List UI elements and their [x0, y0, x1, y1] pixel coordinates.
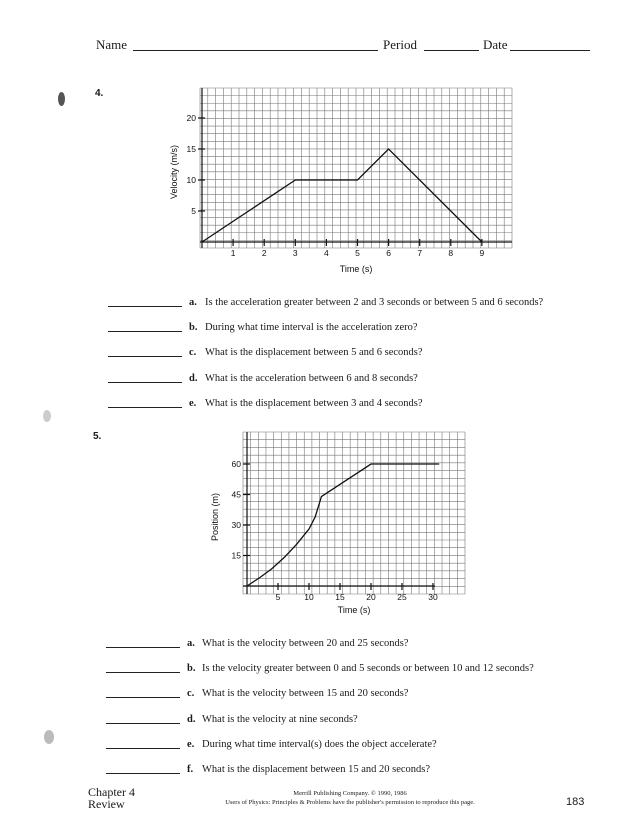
hole-punch-mark — [58, 92, 65, 106]
answer-blank[interactable] — [106, 773, 180, 774]
answer-blank[interactable] — [108, 356, 182, 357]
y-tick-label: 10 — [186, 175, 196, 185]
y-tick-label: 15 — [186, 144, 196, 154]
position-time-chart — [200, 425, 480, 625]
x-tick-label: 10 — [304, 592, 314, 602]
x-tick-label: 7 — [417, 248, 423, 258]
answer-blank[interactable] — [106, 723, 180, 724]
question-letter: d. — [187, 713, 196, 725]
x-axis-label: Time (s) — [337, 605, 371, 615]
answer-blank[interactable] — [108, 382, 182, 383]
question-text: What is the acceleration between 6 and 8 seconds? — [205, 372, 418, 384]
footer-chapter: Chapter 4 — [88, 785, 135, 799]
question-letter: b. — [187, 663, 196, 675]
data-line — [247, 464, 439, 586]
question-letter: c. — [189, 347, 197, 359]
question-letter: a. — [187, 638, 195, 649]
name-label: Name — [96, 37, 128, 52]
question-text: What is the velocity between 15 and 20 seconds? — [202, 688, 409, 700]
scan-speck — [43, 410, 51, 422]
answer-blank[interactable] — [106, 748, 180, 749]
problem-4-number: 4. — [95, 88, 104, 99]
footer-publisher-line1: Merrill Publishing Company. © 1990, 1986 — [293, 790, 407, 797]
y-tick-label: 5 — [191, 206, 196, 216]
data-line — [202, 149, 482, 242]
question-letter: e. — [187, 738, 195, 750]
question-text: During what time interval(s) does the object accelerate? — [202, 738, 437, 750]
x-tick-label: 5 — [355, 248, 360, 258]
question-text: Is the acceleration greater between 2 and 3 seconds or between 5 and 6 seconds? — [205, 297, 544, 308]
question-letter: d. — [189, 372, 198, 384]
footer-review: Review — [88, 797, 125, 811]
answer-blank[interactable] — [108, 407, 182, 408]
name-field-line[interactable] — [133, 50, 378, 51]
y-tick-label: 45 — [231, 489, 241, 500]
question-text: What is the displacement between 5 and 6 seconds? — [205, 347, 423, 359]
question-text: What is the velocity between 20 and 25 seconds? — [202, 638, 409, 649]
y-tick-label: 15 — [231, 550, 241, 561]
question-text: What is the displacement between 15 and 20 seconds? — [202, 764, 431, 775]
footer-publisher-line2: Users of Physics: Principles & Problems have the publisher's permission to reproduce this page. — [225, 799, 475, 806]
x-axis-label: Time (s) — [339, 264, 373, 274]
answer-blank[interactable] — [106, 647, 180, 648]
question-letter: c. — [187, 688, 195, 700]
question-letter: b. — [189, 322, 198, 334]
answer-blank[interactable] — [106, 672, 180, 673]
answer-blank[interactable] — [108, 306, 182, 307]
y-tick-label: 30 — [231, 520, 241, 531]
x-tick-label: 15 — [335, 592, 345, 602]
x-tick-label: 30 — [428, 592, 438, 602]
x-tick-label: 3 — [292, 248, 298, 258]
question-letter: a. — [189, 297, 197, 308]
answer-blank[interactable] — [108, 331, 182, 332]
x-tick-label: 5 — [275, 592, 281, 602]
y-tick-label: 20 — [186, 113, 196, 123]
question-letter: f. — [187, 764, 194, 775]
period-label: Period — [383, 37, 417, 52]
x-tick-label: 8 — [448, 248, 454, 258]
question-letter: e. — [189, 397, 197, 409]
y-axis-label: Position (m) — [210, 492, 220, 542]
x-tick-label: 1 — [230, 248, 236, 258]
period-field-line[interactable] — [424, 50, 479, 51]
answer-blank[interactable] — [106, 697, 180, 698]
x-tick-label: 20 — [366, 592, 376, 602]
date-field-line[interactable] — [510, 50, 590, 51]
problem-5-number: 5. — [93, 431, 102, 442]
page-number: 183 — [566, 796, 585, 808]
scan-speck — [44, 730, 54, 744]
x-tick-label: 4 — [324, 248, 329, 258]
x-tick-label: 2 — [261, 248, 267, 258]
x-tick-label: 25 — [397, 592, 407, 602]
question-text: During what time interval is the acceleration zero? — [205, 322, 418, 334]
x-tick-label: 6 — [386, 248, 391, 258]
question-text: What is the displacement between 3 and 4 seconds? — [205, 397, 423, 409]
x-tick-label: 9 — [479, 248, 485, 258]
y-tick-label: 60 — [231, 459, 241, 470]
y-axis-label: Velocity (m/s) — [169, 144, 179, 200]
date-label: Date — [483, 37, 508, 52]
velocity-time-chart — [150, 82, 530, 277]
question-text: Is the velocity greater between 0 and 5 seconds or between 10 and 12 seconds? — [202, 663, 534, 675]
question-text: What is the velocity at nine seconds? — [202, 713, 358, 725]
